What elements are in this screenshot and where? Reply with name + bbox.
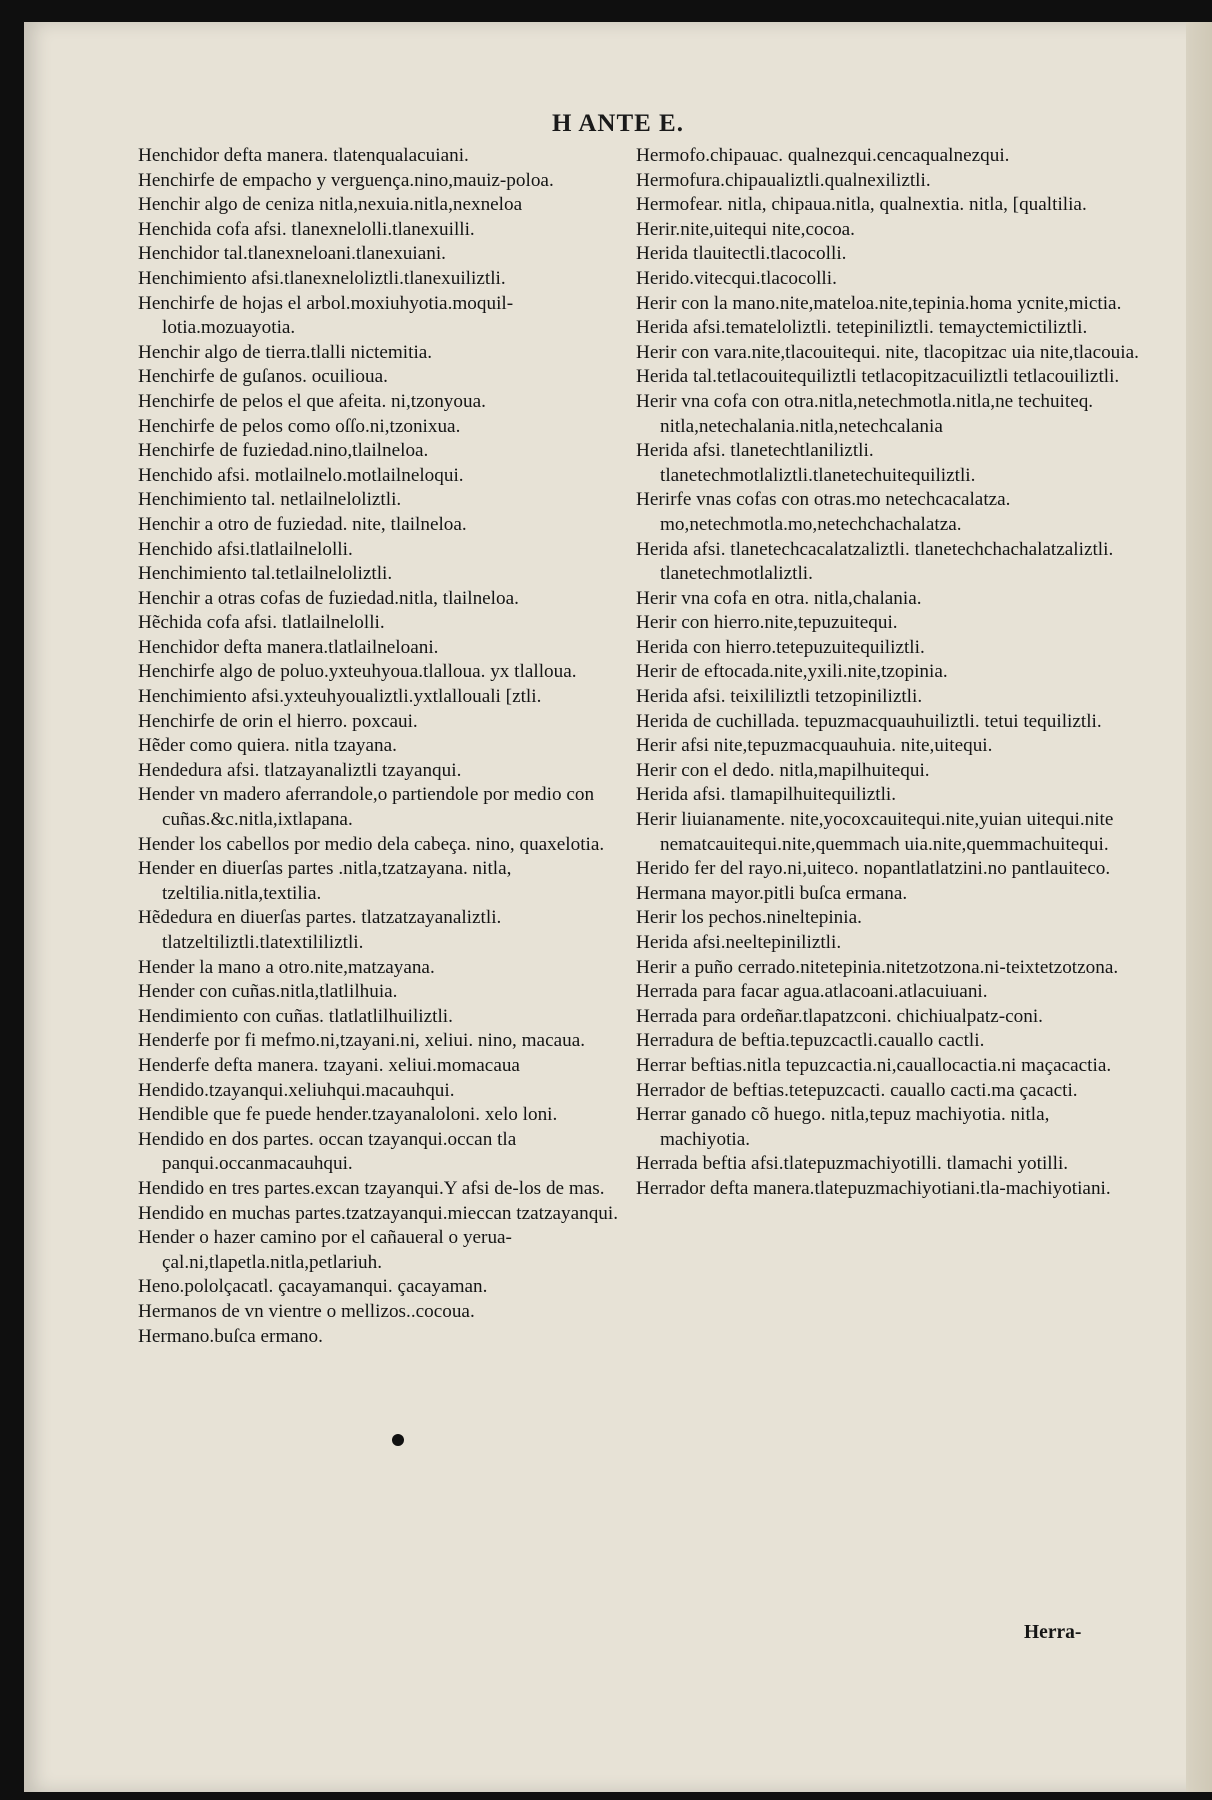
book-page bbox=[24, 22, 1212, 1792]
dictionary-entry: Hermofura.chipaualiztli.qualnexiliztli. bbox=[636, 169, 931, 191]
dictionary-entry: Herir de eftocada.nite,yxili.nite,tzopinia. bbox=[636, 661, 948, 683]
dictionary-entry: Hermanos de vn vientre o mellizos..cocoua. bbox=[138, 1300, 475, 1322]
dictionary-entry: Henderfe por fi mefmo.ni,tzayani.ni, xeliui. nino, macaua. bbox=[138, 1030, 586, 1052]
dictionary-entry: Herir con vara.nite,tlacouitequi. nite, tlacopitzac uia nite,tlacouia. bbox=[636, 341, 1139, 363]
dictionary-entry: Heno.pololçacatl. çacayamanqui. çacayaman. bbox=[138, 1276, 488, 1298]
dictionary-entry: Herradura de beftia.tepuzcactli.cauallo cactli. bbox=[636, 1030, 985, 1052]
dictionary-entry: Henchirfe de pelos el que afeita. ni,tzonyoua. bbox=[138, 390, 486, 412]
dictionary-entry: Hendimiento con cuñas. tlatlatlilhuiliztli. bbox=[138, 1005, 453, 1027]
dictionary-entry: Herida con hierro.tetepuzuitequiliztli. bbox=[636, 636, 925, 658]
dictionary-entry: Hẽder como quiera. nitla tzayana. bbox=[138, 735, 397, 757]
dictionary-entry: Herir con hierro.nite,tepuzuitequi. bbox=[636, 612, 898, 634]
dictionary-entry: Hendido en muchas partes.tzatzayanqui.mieccan tzatzayanqui. bbox=[138, 1202, 619, 1224]
dictionary-entry: Herir vna cofa con otra.nitla,netechmotla.nitla,ne techuiteq. nitla,netechalania.nitla,netechcalania bbox=[636, 390, 1094, 437]
dictionary-entry: Herida afsi. tlamapilhuitequiliztli. bbox=[636, 784, 897, 806]
left-column bbox=[138, 144, 624, 1349]
dictionary-entry: Hender o hazer camino por el cañaueral o yerua-çal.ni,tlapetla.nitla,petlariuh. bbox=[138, 1227, 512, 1273]
dictionary-entry: Henchirfe algo de poluo.yxteuhyoua.tlalloua. yx tlalloua. bbox=[138, 661, 577, 683]
dictionary-entry: Herir liuianamente. nite,yocoxcauitequi.nite,yuian uitequi.nite nematcauitequi.nite,quemmach uia.nite,quemmachuitequi. bbox=[636, 809, 1114, 855]
dictionary-entry: Herrar ganado cõ huego. nitla,tepuz machiyotia. nitla, machiyotia. bbox=[636, 1104, 1050, 1150]
next-page-edge bbox=[1186, 22, 1212, 1792]
dictionary-entry: Herrador defta manera.tlatepuzmachiyotiani.tla-machiyotiani. bbox=[636, 1177, 1111, 1199]
dictionary-entry: Hendido en dos partes. occan tzayanqui.occan tla panqui.occanmacauhqui. bbox=[138, 1128, 517, 1175]
dictionary-entry: Hẽdedura en diuerſas partes. tlatzatzayanaliztli. tlatzeltiliztli.tlatextililiztli. bbox=[138, 907, 502, 953]
dictionary-entry: Herido.vitecqui.tlacocolli. bbox=[636, 267, 837, 289]
dictionary-entry: Hendedura afsi. tlatzayanaliztli tzayanqui. bbox=[138, 759, 462, 781]
ink-blot bbox=[392, 1434, 404, 1446]
dictionary-entry: Herrada para facar agua.atlacoani.atlacuiuani. bbox=[636, 981, 988, 1003]
dictionary-entry: Herida tal.tetlacouitequiliztli tetlacopitzacuiliztli tetlacouiliztli. bbox=[636, 366, 1120, 388]
dictionary-entry: Henchimiento afsi.yxteuhyoualiztli.yxtlallouali [ztli. bbox=[138, 686, 542, 708]
dictionary-entry: Hermofear. nitla, chipaua.nitla, qualnextia. nitla, [qualtilia. bbox=[636, 194, 1087, 216]
dictionary-entry: Henchimiento afsi.tlanexneloliztli.tlanexuiliztli. bbox=[138, 267, 506, 289]
dictionary-entry: Hender los cabellos por medio dela cabeça. nino, quaxelotia. bbox=[138, 833, 605, 855]
dictionary-entry: Henchirfe de empacho y verguença.nino,mauiz-poloa. bbox=[138, 169, 554, 191]
catchword: Herra- bbox=[1024, 1622, 1082, 1643]
dictionary-entry: Henchir a otras cofas de fuziedad.nitla, tlailneloa. bbox=[138, 587, 519, 609]
dictionary-entry: Hermofo.chipauac. qualnezqui.cencaqualnezqui. bbox=[636, 145, 1010, 166]
dictionary-entry: Herida tlauitectli.tlacocolli. bbox=[636, 243, 847, 265]
dictionary-entry: Hender en diuerſas partes .nitla,tzatzayana. nitla, tzeltilia.nitla,textilia. bbox=[138, 858, 512, 904]
dictionary-entry: Hẽchida cofa afsi. tlatlailnelolli. bbox=[138, 612, 385, 634]
dictionary-entry: Herirfe vnas cofas con otras.mo netechcacalatza. mo,netechmotla.mo,netechchachalatza. bbox=[636, 489, 1011, 535]
dictionary-entry: Herida afsi. tlanetechtlaniliztli. tlanetechmotlaliztli.tlanetechuitequiliztli. bbox=[636, 440, 976, 486]
dictionary-entry: Henchimiento tal. netlailneloliztli. bbox=[138, 489, 402, 511]
dictionary-entry: Herrador de beftias.tetepuzcacti. cauallo cacti.ma çacacti. bbox=[636, 1079, 1078, 1101]
dictionary-entry: Henchida cofa afsi. tlanexnelolli.tlanexuilli. bbox=[138, 218, 475, 240]
dictionary-entry: Henchido afsi.tlatlailnelolli. bbox=[138, 538, 353, 560]
dictionary-entry: Henchirfe de guſanos. ocuilioua. bbox=[138, 366, 388, 388]
dictionary-entry: Herida afsi.temateloliztli. tetepiniliztli. temayctemictiliztli. bbox=[636, 317, 1088, 339]
dictionary-entry: Herida afsi. tlanetechcacalatzaliztli. tlanetechchachalatzaliztli. tlanetechmotlaliztli. bbox=[636, 538, 1114, 585]
dictionary-entry: Herir a puño cerrado.nitetepinia.nitetzotzona.ni-teixtetzotzona. bbox=[636, 956, 1119, 978]
dictionary-entry: Hendido.tzayanqui.xeliuhqui.macauhqui. bbox=[138, 1079, 455, 1101]
running-header: H ANTE E. bbox=[552, 110, 684, 137]
dictionary-entry: Hender vn madero aferrandole,o partiendole por medio con cuñas.&c.nitla,ixtlapana. bbox=[138, 784, 595, 831]
dictionary-entry: Henchirfe de orin el hierro. poxcaui. bbox=[138, 710, 418, 732]
dictionary-entry: Henchirfe de hojas el arbol.moxiuhyotia.moquil-lotia.mozuayotia. bbox=[138, 292, 514, 339]
dictionary-entry: Hermana mayor.pitli buſca ermana. bbox=[636, 882, 908, 904]
dictionary-entry: Hender la mano a otro.nite,matzayana. bbox=[138, 956, 435, 978]
dictionary-entry: Herir los pechos.nineltepinia. bbox=[636, 907, 862, 929]
dictionary-entry: Herida afsi.neeltepiniliztli. bbox=[636, 932, 842, 953]
dictionary-entry: Henchidor tal.tlanexneloani.tlanexuiani. bbox=[138, 243, 446, 265]
dictionary-entry: Herrar beftias.nitla tepuzcactia.ni,cauallocactia.ni maçacactia. bbox=[636, 1054, 1112, 1076]
dictionary-entry: Herir.nite,uitequi nite,cocoa. bbox=[636, 218, 855, 240]
dictionary-entry: Henchirfe de pelos como oſſo.ni,tzonixua. bbox=[138, 415, 461, 437]
dictionary-entry: Herir con el dedo. nitla,mapilhuitequi. bbox=[636, 759, 930, 781]
dictionary-entry: Henchido afsi. motlailnelo.motlailneloqui. bbox=[138, 464, 464, 486]
dictionary-entry: Hendible que fe puede hender.tzayanaloloni. xelo loni. bbox=[138, 1104, 558, 1126]
right-column bbox=[636, 144, 1140, 1202]
dictionary-entry: Herir vna cofa en otra. nitla,chalania. bbox=[636, 587, 922, 609]
dictionary-entry: Herido fer del rayo.ni,uiteco. nopantlatlatzini.no pantlauiteco. bbox=[636, 858, 1111, 880]
dictionary-entry: Herrada beftia afsi.tlatepuzmachiyotilli. tlamachi yotilli. bbox=[636, 1153, 1069, 1175]
dictionary-entry: Hendido en tres partes.excan tzayanqui.Y afsi de-los de mas. bbox=[138, 1177, 605, 1199]
dictionary-entry: Henchimiento tal.tetlailneloliztli. bbox=[138, 563, 393, 585]
dictionary-entry: Henchidor defta manera. tlatenqualacuiani. bbox=[138, 145, 469, 166]
dictionary-entry: Herir afsi nite,tepuzmacquauhuia. nite,uitequi. bbox=[636, 735, 993, 757]
dictionary-entry: Herrada para ordeñar.tlapatzconi. chichiualpatz-coni. bbox=[636, 1005, 1043, 1027]
dictionary-entry: Hender con cuñas.nitla,tlatlilhuia. bbox=[138, 981, 398, 1003]
dictionary-entry: Hermano.buſca ermano. bbox=[138, 1325, 323, 1347]
dictionary-entry: Henchir algo de tierra.tlalli nictemitia. bbox=[138, 341, 433, 363]
dictionary-entry: Herida afsi. teixililiztli tetzopiniliztli. bbox=[636, 686, 923, 708]
dictionary-entry: Henchir algo de ceniza nitla,nexuia.nitla,nexneloa bbox=[138, 194, 523, 216]
dictionary-entry: Herida de cuchillada. tepuzmacquauhuiliztli. tetui tequiliztli. bbox=[636, 710, 1102, 732]
dictionary-entry: Henchirfe de fuziedad.nino,tlailneloa. bbox=[138, 440, 429, 462]
dictionary-entry: Henchir a otro de fuziedad. nite, tlailneloa. bbox=[138, 513, 467, 535]
dictionary-entry: Henchidor defta manera.tlatlailneloani. bbox=[138, 636, 439, 658]
dictionary-entry: Henderfe defta manera. tzayani. xeliui.momacaua bbox=[138, 1054, 520, 1076]
dictionary-entry: Herir con la mano.nite,mateloa.nite,tepinia.homa ycnite,mictia. bbox=[636, 292, 1122, 314]
